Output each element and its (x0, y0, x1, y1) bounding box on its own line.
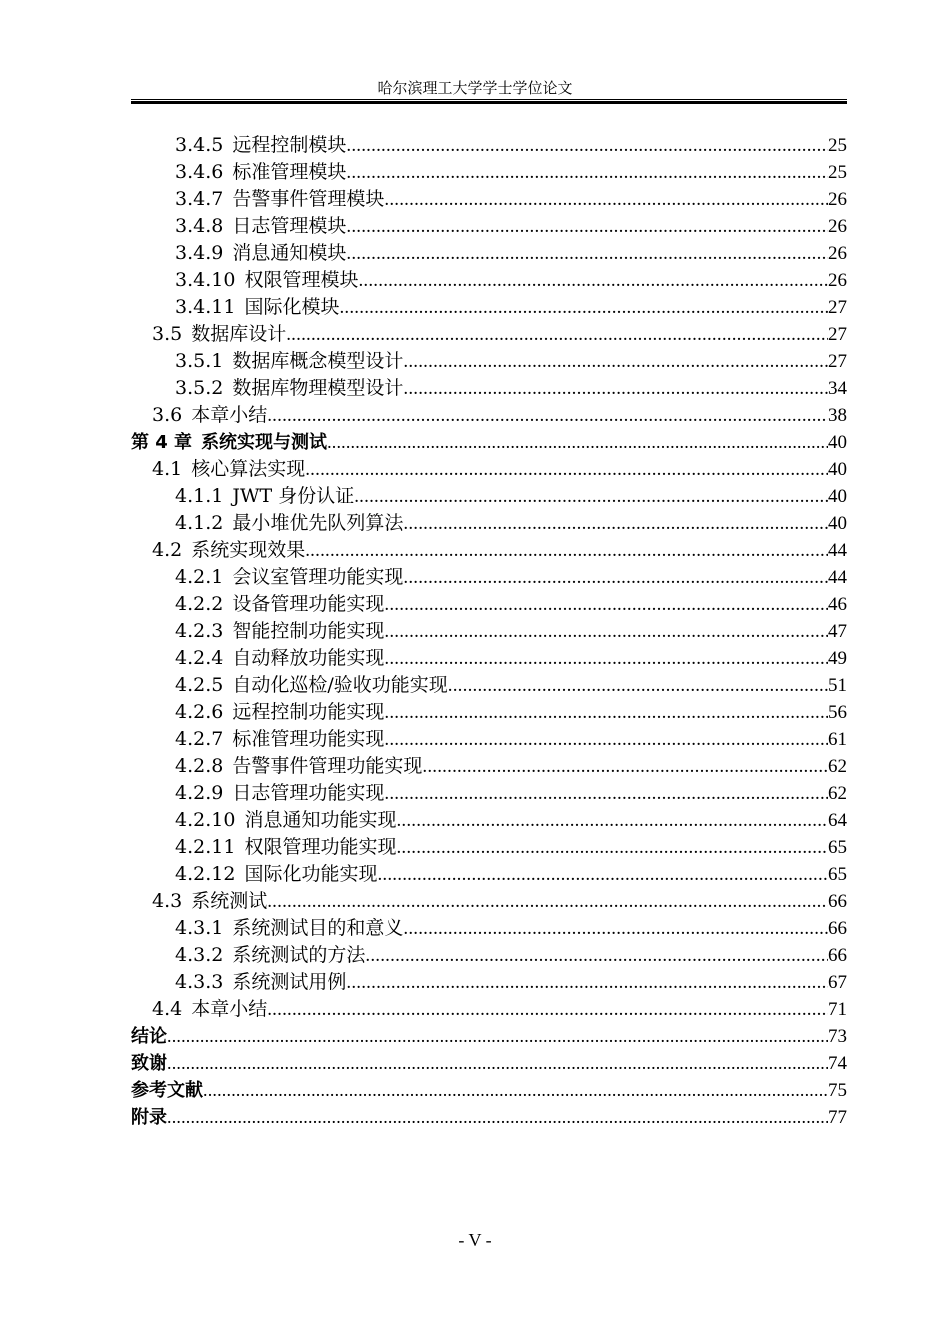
toc-entry-number: 4.2.8 (175, 755, 224, 777)
toc-dot-leader (384, 726, 828, 753)
table-of-contents (131, 132, 847, 1131)
toc-dot-leader (346, 132, 828, 159)
toc-entry-page: 26 (828, 189, 847, 210)
toc-entry-page: 71 (828, 999, 847, 1020)
toc-entry[interactable] (131, 348, 847, 375)
toc-entry-number: 4.2.10 (175, 809, 236, 831)
toc-entry-number: 4.2.9 (175, 782, 224, 804)
toc-entry-number: 4.2 (152, 539, 183, 561)
toc-entry-number: 3.5.1 (175, 350, 224, 372)
toc-entry-number: 4.1.1 (175, 485, 224, 507)
toc-entry-page: 40 (828, 513, 847, 534)
toc-entry-title: 标准管理功能实现 (232, 728, 385, 750)
toc-entry-page: 25 (828, 162, 847, 183)
toc-entry-page: 61 (828, 729, 847, 750)
toc-dot-leader (346, 969, 828, 996)
toc-dot-leader (403, 915, 828, 942)
toc-dot-leader (448, 672, 828, 699)
toc-entry-page: 77 (828, 1107, 847, 1128)
toc-entry-title: 自动释放功能实现 (232, 647, 385, 669)
toc-entry-title: 消息通知模块 (232, 242, 347, 264)
toc-entry-title: 系统测试目的和意义 (232, 917, 404, 939)
toc-dot-leader (422, 753, 828, 780)
toc-dot-leader (305, 456, 828, 483)
toc-entry-title: 数据库概念模型设计 (232, 350, 404, 372)
toc-entry-title: 数据库物理模型设计 (232, 377, 404, 399)
toc-entry[interactable] (131, 1023, 847, 1050)
toc-dot-leader (286, 321, 828, 348)
toc-entry-number: 3.4.6 (175, 161, 224, 183)
toc-dot-leader (403, 375, 828, 402)
toc-dot-leader (267, 996, 828, 1023)
toc-dot-leader (365, 942, 828, 969)
toc-entry-page: 65 (828, 837, 847, 858)
toc-entry[interactable] (131, 888, 847, 915)
toc-dot-leader (403, 564, 828, 591)
toc-dot-leader (384, 780, 828, 807)
toc-entry-title: 远程控制功能实现 (232, 701, 385, 723)
toc-entry-number: 3.4.11 (175, 296, 236, 318)
toc-entry-title: 告警事件管理模块 (232, 188, 385, 210)
toc-entry-page: 27 (828, 351, 847, 372)
toc-entry-title: 告警事件管理功能实现 (232, 755, 423, 777)
toc-entry-title: 最小堆优先队列算法 (232, 512, 404, 534)
toc-entry-title: 日志管理模块 (232, 215, 347, 237)
page-header-title: 哈尔滨理工大学学士学位论文 (377, 79, 573, 97)
toc-entry[interactable] (131, 969, 847, 996)
toc-dot-leader (384, 699, 828, 726)
toc-entry-number: 3.5.2 (175, 377, 224, 399)
toc-entry-page: 62 (828, 783, 847, 804)
toc-entry-page: 65 (828, 864, 847, 885)
toc-entry-page: 38 (828, 405, 847, 426)
toc-entry-title: 权限管理功能实现 (244, 836, 397, 858)
toc-entry[interactable] (131, 753, 847, 780)
toc-entry[interactable] (131, 915, 847, 942)
toc-entry-page: 66 (828, 891, 847, 912)
toc-entry-title: 结论 (131, 1026, 167, 1047)
toc-entry-title: 自动化巡检/验收功能实现 (232, 674, 448, 696)
toc-entry[interactable] (131, 1104, 847, 1131)
toc-entry[interactable] (131, 780, 847, 807)
toc-entry[interactable] (131, 186, 847, 213)
toc-entry-title: 数据库设计 (191, 323, 287, 345)
toc-entry[interactable] (131, 510, 847, 537)
toc-entry-number: 4.2.1 (175, 566, 224, 588)
toc-entry-page: 62 (828, 756, 847, 777)
toc-entry-number: 4.3 (152, 890, 183, 912)
toc-dot-leader (327, 429, 828, 456)
toc-entry[interactable] (131, 726, 847, 753)
toc-entry[interactable] (131, 267, 847, 294)
toc-dot-leader (339, 294, 828, 321)
toc-entry-title: 核心算法实现 (191, 458, 306, 480)
toc-entry-title: 消息通知功能实现 (244, 809, 397, 831)
toc-entry-page: 26 (828, 243, 847, 264)
toc-entry[interactable] (131, 213, 847, 240)
toc-entry-page: 40 (828, 459, 847, 480)
toc-entry-page: 34 (828, 378, 847, 399)
toc-entry-title: 附录 (131, 1107, 167, 1128)
toc-entry-title: 系统测试用例 (232, 971, 347, 993)
toc-entry-number: 3.4.9 (175, 242, 224, 264)
toc-entry-number: 4.2.5 (175, 674, 224, 696)
toc-entry[interactable] (131, 996, 847, 1023)
toc-entry[interactable] (131, 456, 847, 483)
toc-entry-number: 4.2.2 (175, 593, 224, 615)
toc-entry-number: 4.1 (152, 458, 183, 480)
toc-entry-page: 27 (828, 297, 847, 318)
toc-entry-number: 3.5 (152, 323, 183, 345)
toc-entry-number: 3.4.8 (175, 215, 224, 237)
toc-dot-leader (267, 402, 828, 429)
toc-entry-title: 日志管理功能实现 (232, 782, 385, 804)
toc-dot-leader (267, 888, 828, 915)
toc-entry-page: 56 (828, 702, 847, 723)
toc-entry-number: 3.4.7 (175, 188, 224, 210)
toc-entry-number: 3.4.5 (175, 134, 224, 156)
toc-entry-number: 4.3.3 (175, 971, 224, 993)
toc-dot-leader (346, 213, 828, 240)
toc-entry-number: 4.2.11 (175, 836, 236, 858)
toc-dot-leader (396, 834, 828, 861)
toc-dot-leader (384, 618, 828, 645)
toc-entry-title: 致谢 (131, 1053, 167, 1074)
toc-entry-number: 4.2.4 (175, 647, 224, 669)
toc-entry[interactable] (131, 699, 847, 726)
toc-entry-title: 参考文献 (131, 1080, 203, 1101)
toc-entry-number: 3.4.10 (175, 269, 236, 291)
toc-entry-page: 27 (828, 324, 847, 345)
toc-dot-leader (203, 1077, 828, 1104)
toc-dot-leader (403, 348, 828, 375)
toc-entry-page: 40 (828, 432, 847, 453)
toc-entry-title: 国际化功能实现 (244, 863, 378, 885)
toc-entry-title: 系统测试的方法 (232, 944, 366, 966)
toc-entry-page: 49 (828, 648, 847, 669)
toc-entry-page: 73 (828, 1026, 847, 1047)
toc-entry-number: 第 4 章 (131, 432, 193, 453)
toc-entry-page: 25 (828, 135, 847, 156)
toc-entry-page: 44 (828, 540, 847, 561)
toc-dot-leader (384, 645, 828, 672)
toc-entry-page: 44 (828, 567, 847, 588)
toc-entry-title: 智能控制功能实现 (232, 620, 385, 642)
toc-entry[interactable] (131, 672, 847, 699)
toc-entry-number: 4.2.3 (175, 620, 224, 642)
toc-entry-title: 权限管理模块 (244, 269, 359, 291)
toc-dot-leader (305, 537, 828, 564)
toc-entry-page: 46 (828, 594, 847, 615)
toc-entry[interactable] (131, 618, 847, 645)
toc-entry[interactable] (131, 483, 847, 510)
toc-entry-number: 4.2.6 (175, 701, 224, 723)
toc-entry[interactable] (131, 402, 847, 429)
toc-entry-page: 75 (828, 1080, 847, 1101)
toc-dot-leader (346, 240, 828, 267)
toc-dot-leader (377, 861, 828, 888)
toc-entry-title: 远程控制模块 (232, 134, 347, 156)
page-number: - V - (458, 1230, 492, 1250)
toc-dot-leader (167, 1050, 828, 1077)
toc-entry[interactable] (131, 132, 847, 159)
toc-dot-leader (384, 186, 828, 213)
toc-entry[interactable] (131, 807, 847, 834)
header-rule-thin (131, 99, 847, 100)
toc-entry-title: 本章小结 (191, 404, 268, 426)
toc-entry-title: 系统实现效果 (191, 539, 306, 561)
toc-entry-title: 设备管理功能实现 (232, 593, 385, 615)
toc-dot-leader (354, 483, 828, 510)
toc-entry[interactable] (131, 537, 847, 564)
toc-dot-leader (403, 510, 828, 537)
toc-entry[interactable] (131, 1050, 847, 1077)
toc-dot-leader (396, 807, 828, 834)
toc-entry-title: 本章小结 (191, 998, 268, 1020)
toc-entry-title: 会议室管理功能实现 (232, 566, 404, 588)
toc-entry[interactable] (131, 645, 847, 672)
toc-entry-page: 26 (828, 270, 847, 291)
toc-entry-page: 64 (828, 810, 847, 831)
toc-entry[interactable] (131, 294, 847, 321)
toc-entry-number: 4.2.7 (175, 728, 224, 750)
toc-dot-leader (384, 591, 828, 618)
toc-entry-page: 66 (828, 918, 847, 939)
toc-entry[interactable] (131, 1077, 847, 1104)
toc-entry-page: 40 (828, 486, 847, 507)
toc-entry-page: 74 (828, 1053, 847, 1074)
toc-entry-number: 4.4 (152, 998, 183, 1020)
toc-entry[interactable] (131, 375, 847, 402)
toc-entry-page: 67 (828, 972, 847, 993)
header-rule-thick (131, 101, 847, 104)
toc-entry-title: 标准管理模块 (232, 161, 347, 183)
toc-dot-leader (167, 1023, 828, 1050)
toc-entry-number: 4.3.1 (175, 917, 224, 939)
toc-entry[interactable] (131, 240, 847, 267)
toc-entry-title: 系统测试 (191, 890, 268, 912)
toc-dot-leader (346, 159, 828, 186)
toc-entry-title: 系统实现与测试 (201, 432, 328, 453)
toc-entry-number: 4.3.2 (175, 944, 224, 966)
toc-entry-page: 51 (828, 675, 847, 696)
toc-entry[interactable] (131, 159, 847, 186)
toc-entry[interactable] (131, 834, 847, 861)
toc-entry[interactable] (131, 321, 847, 348)
toc-entry-page: 26 (828, 216, 847, 237)
toc-entry-number: 4.2.12 (175, 863, 236, 885)
toc-entry[interactable] (131, 942, 847, 969)
toc-entry-number: 3.6 (152, 404, 183, 426)
toc-entry[interactable] (131, 861, 847, 888)
toc-dot-leader (167, 1104, 828, 1131)
toc-entry-number: 4.1.2 (175, 512, 224, 534)
toc-entry-page: 47 (828, 621, 847, 642)
toc-entry[interactable] (131, 564, 847, 591)
toc-entry-title: 国际化模块 (244, 296, 340, 318)
toc-entry[interactable] (131, 429, 847, 456)
toc-dot-leader (358, 267, 828, 294)
toc-entry-title: JWT 身份认证 (232, 485, 355, 507)
toc-entry[interactable] (131, 591, 847, 618)
toc-entry-page: 66 (828, 945, 847, 966)
